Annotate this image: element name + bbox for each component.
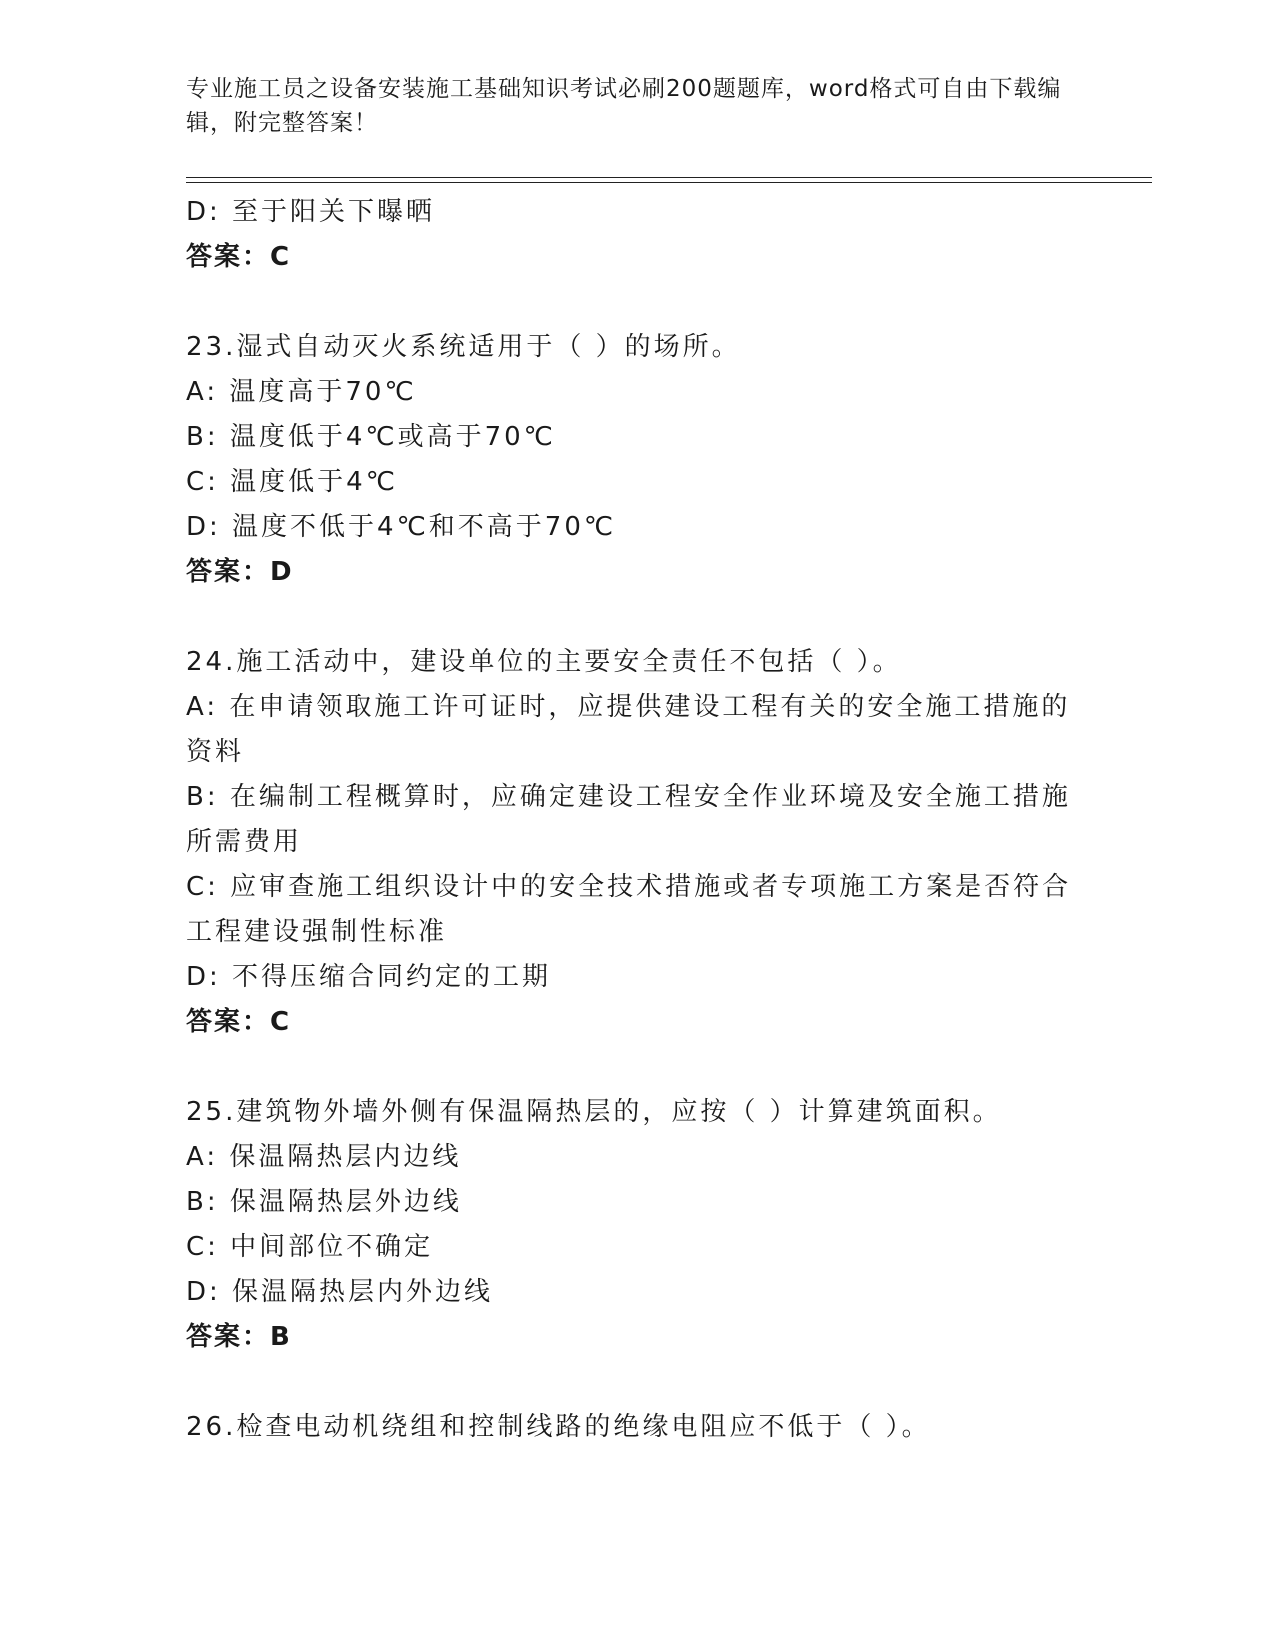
q24-option-c: C: 应审查施工组织设计中的安全技术措施或者专项施工方案是否符合工程建设强制性标准 xyxy=(186,872,1072,947)
q25-option-a: A: 保温隔热层内边线 xyxy=(186,1142,462,1172)
prev-option-d: D: 至于阳关下曝晒 xyxy=(186,197,436,227)
spacer xyxy=(186,1360,1086,1405)
q25-option-b: B: 保温隔热层外边线 xyxy=(186,1187,462,1217)
header-divider-top xyxy=(186,177,1152,178)
question-23: 23.湿式自动灭火系统适用于（ ）的场所。 xyxy=(186,332,741,362)
q25-answer: 答案：B xyxy=(186,1322,292,1352)
q23-option-b: B: 温度低于4℃或高于70℃ xyxy=(186,422,556,452)
question-24: 24.施工活动中，建设单位的主要安全责任不包括（ ）。 xyxy=(186,647,902,677)
q25-option-d: D: 保温隔热层内外边线 xyxy=(186,1277,494,1307)
q23-option-d: D: 温度不低于4℃和不高于70℃ xyxy=(186,512,617,542)
question-25: 25.建筑物外墙外侧有保温隔热层的，应按（ ）计算建筑面积。 xyxy=(186,1097,1002,1127)
header-divider-bottom xyxy=(186,182,1152,183)
q24-option-a: A: 在申请领取施工许可证时，应提供建设工程有关的安全施工措施的资料 xyxy=(186,692,1071,767)
q23-option-a: A: 温度高于70℃ xyxy=(186,377,417,407)
q24-option-b: B: 在编制工程概算时，应确定建设工程安全作业环境及安全施工措施所需费用 xyxy=(186,782,1071,857)
spacer xyxy=(186,280,1086,325)
document-header: 专业施工员之设备安装施工基础知识考试必刷200题题库，word格式可自由下载编辑，附完整答案！ xyxy=(186,76,1062,136)
q25-option-c: C: 中间部位不确定 xyxy=(186,1232,434,1262)
prev-answer: 答案：C xyxy=(186,242,292,272)
q24-answer: 答案：C xyxy=(186,1007,292,1037)
q23-answer: 答案：D xyxy=(186,557,294,587)
spacer xyxy=(186,595,1086,640)
question-content xyxy=(186,190,1086,1450)
q23-option-c: C: 温度低于4℃ xyxy=(186,467,398,497)
spacer xyxy=(186,1045,1086,1090)
question-26: 26.检查电动机绕组和控制线路的绝缘电阻应不低于（ ）。 xyxy=(186,1412,931,1442)
q24-option-d: D: 不得压缩合同约定的工期 xyxy=(186,962,552,992)
